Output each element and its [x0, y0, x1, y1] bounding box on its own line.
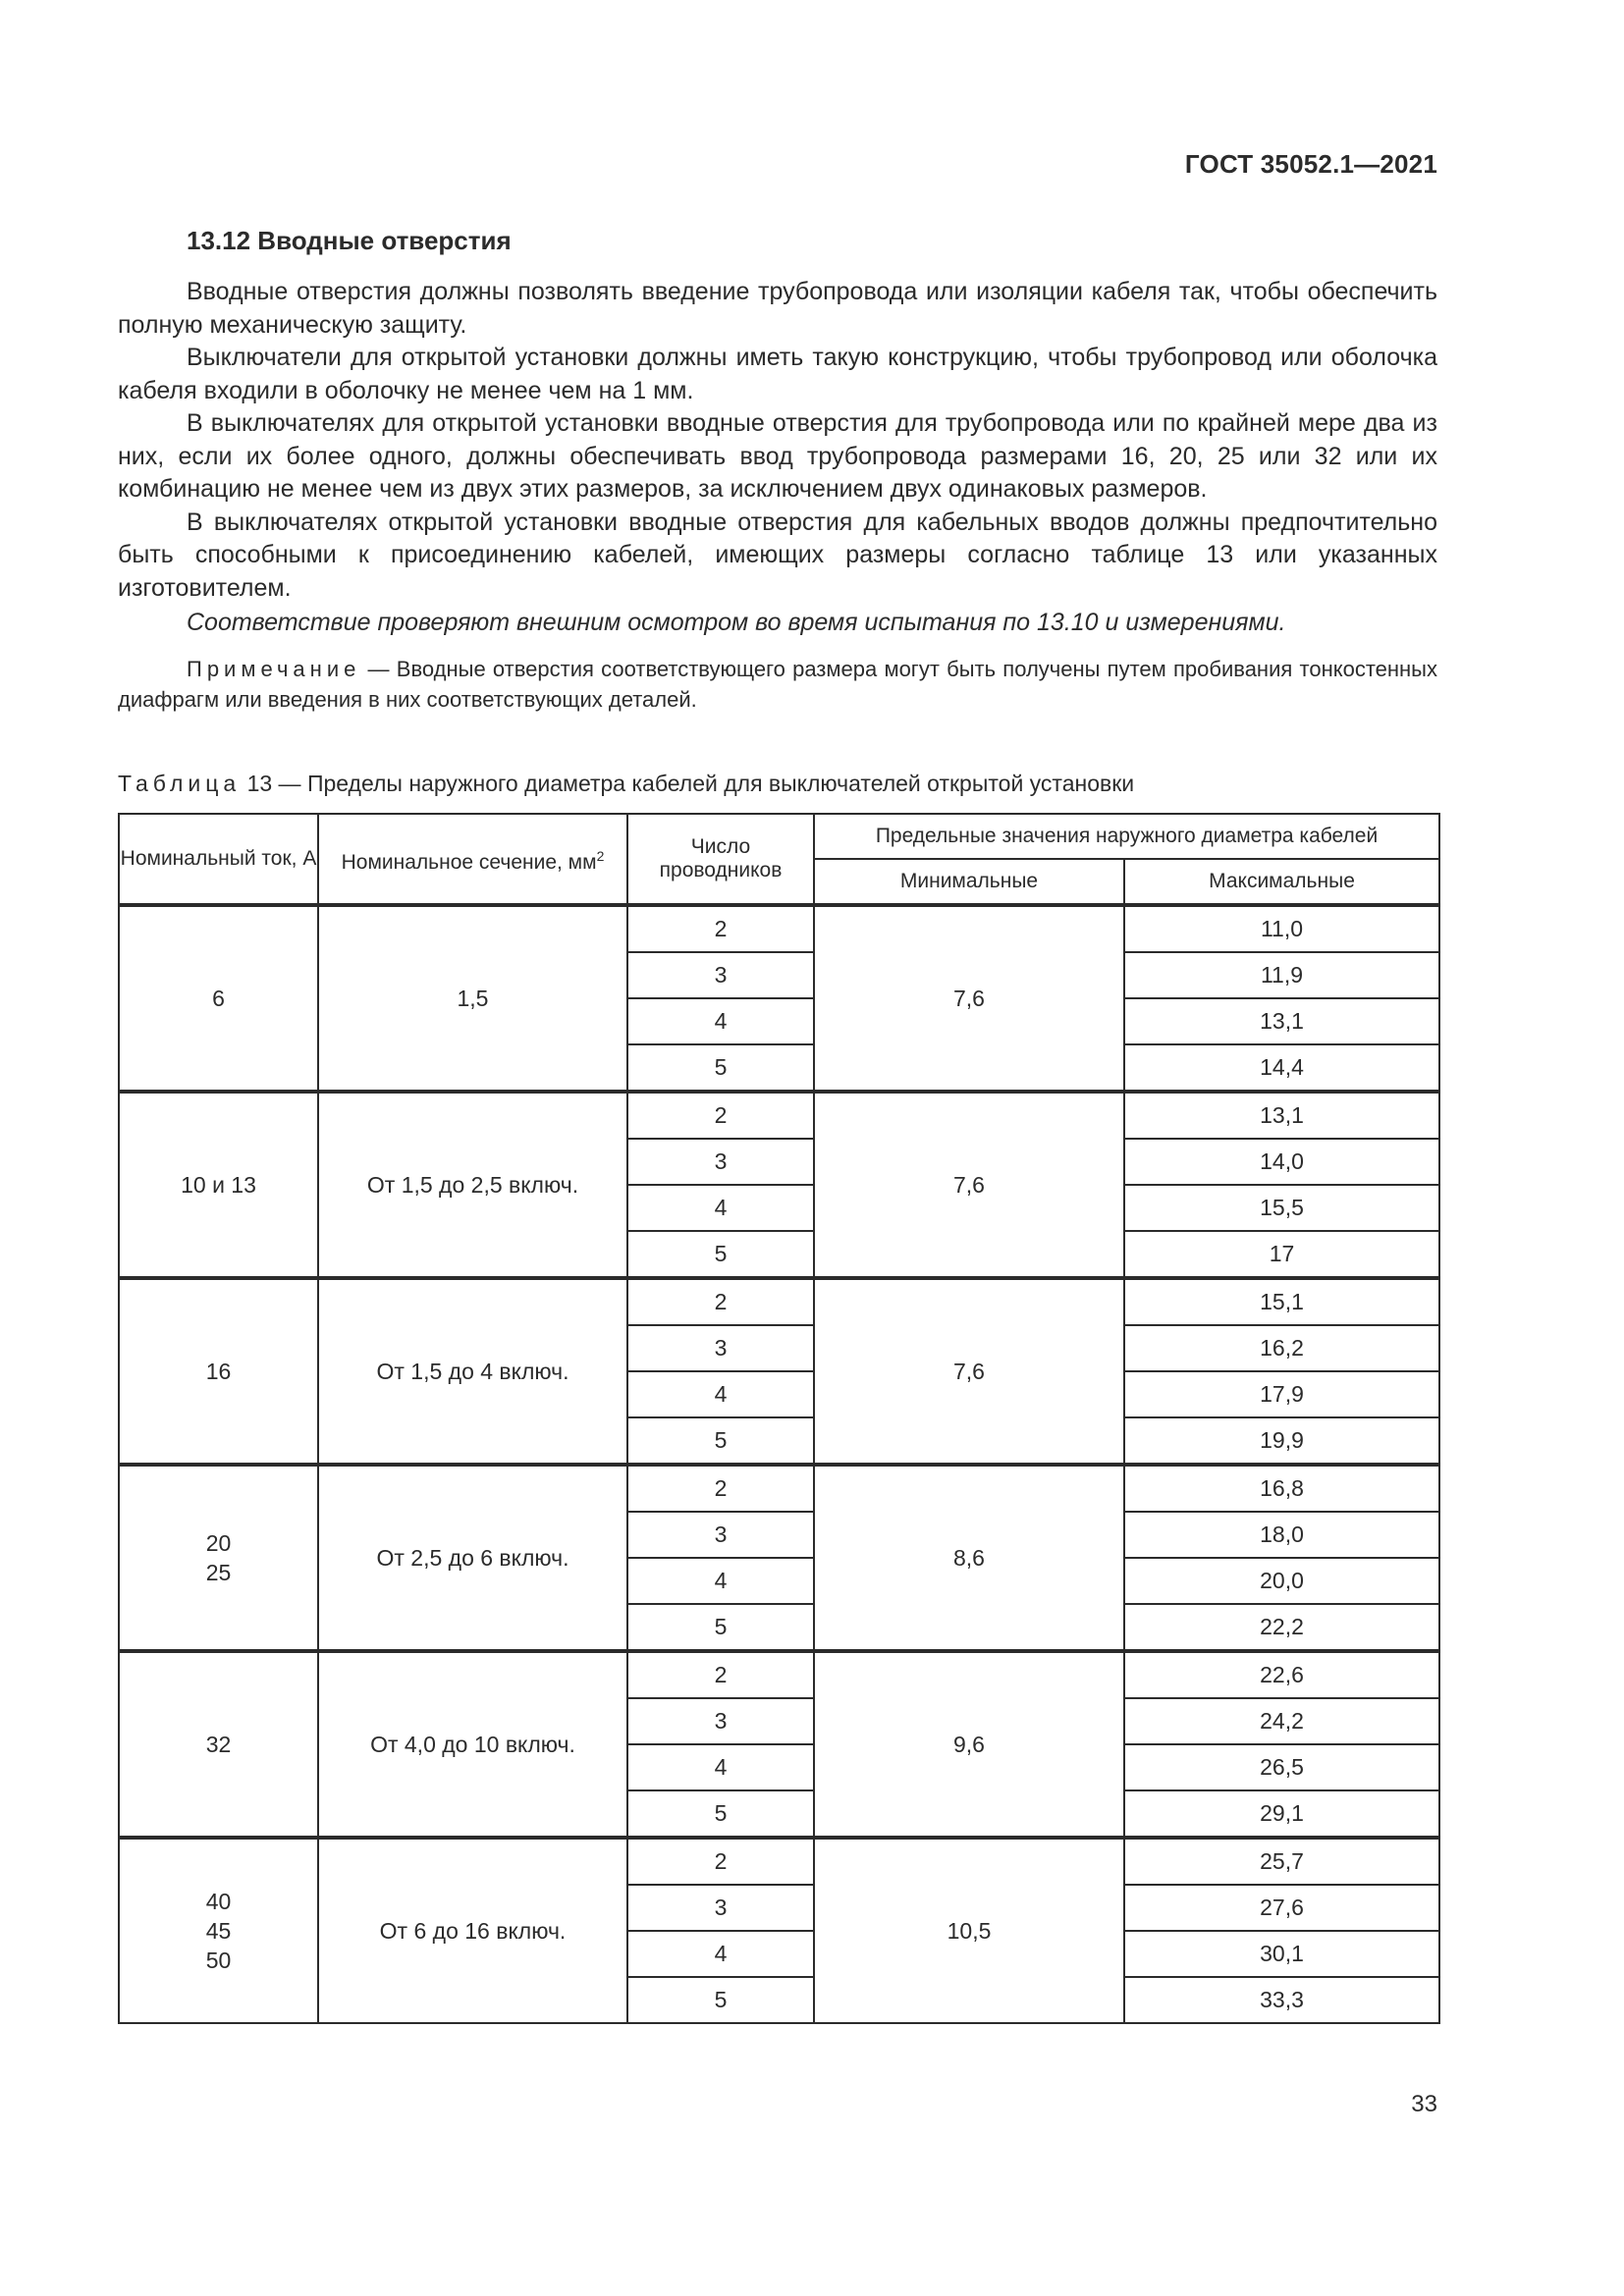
header-conductors: Число проводников	[627, 814, 814, 905]
cell-max: 30,1	[1124, 1931, 1439, 1977]
paragraph: В выключателях для открытой установки вводные отверстия для трубопровода или по крайней мере два из них, если их более одного, должны обеспечивать ввод трубопровода размерами 16, 20, 25 или 32 или их комбинацию не менее чем из двух этих размеров, за исключением двух одинаковых размеров.	[118, 409, 1437, 503]
cell-max: 17,9	[1124, 1371, 1439, 1417]
cell-max: 22,2	[1124, 1604, 1439, 1651]
paragraph: Выключатели для открытой установки должны иметь такую конструкцию, чтобы трубопровод или оболочка кабеля входили в оболочку не менее чем на 1 мм.	[118, 344, 1437, 404]
cell-conductors: 2	[627, 1278, 814, 1325]
cell-max: 27,6	[1124, 1885, 1439, 1931]
cell-min: 7,6	[814, 905, 1124, 1092]
paragraph: В выключателях открытой установки вводные отверстия для кабельных вводов должны предпочтительно быть способными к присоединению кабелей, имеющих размеры согласно таблице 13 или указанных изготовителем.	[118, 507, 1437, 602]
cell-section: 1,5	[318, 905, 627, 1092]
cell-max: 13,1	[1124, 1092, 1439, 1139]
cell-conductors: 3	[627, 1885, 814, 1931]
page-number: 33	[1411, 2091, 1437, 2117]
table-caption-text: 13 — Пределы наружного диаметра кабелей для выключателей открытой установки	[241, 771, 1135, 796]
cell-current	[119, 905, 318, 1092]
cable-diameter-table	[118, 813, 1440, 2024]
cell-max: 14,4	[1124, 1044, 1439, 1092]
cell-max: 19,9	[1124, 1417, 1439, 1465]
note-text: — Вводные отверстия соответствующего размера могут быть получены путем пробивания тонкостенных диафрагм или введения в них соответствующих деталей.	[118, 656, 1437, 712]
cell-current	[119, 1651, 318, 1838]
cell-conductors: 4	[627, 1371, 814, 1417]
cell-conductors: 5	[627, 1231, 814, 1278]
cell-current	[119, 1092, 318, 1278]
cell-conductors: 2	[627, 1092, 814, 1139]
cell-conductors: 2	[627, 905, 814, 952]
cell-max: 25,7	[1124, 1838, 1439, 1885]
paragraph: Вводные отверстия должны позволять введение трубопровода или изоляции кабеля так, чтобы обеспечить полную механическую защиту.	[118, 278, 1437, 339]
cell-conductors: 4	[627, 998, 814, 1044]
cell-max: 33,3	[1124, 1977, 1439, 2023]
table-row	[119, 1092, 1439, 1139]
cell-max: 14,0	[1124, 1139, 1439, 1185]
cell-section: От 4,0 до 10 включ.	[318, 1651, 627, 1838]
cell-current	[119, 1838, 318, 2023]
cell-max: 29,1	[1124, 1790, 1439, 1838]
cell-section: От 2,5 до 6 включ.	[318, 1465, 627, 1651]
table-body	[119, 905, 1439, 2023]
cell-max: 20,0	[1124, 1558, 1439, 1604]
cell-conductors: 5	[627, 1044, 814, 1092]
cell-max: 13,1	[1124, 998, 1439, 1044]
cell-max: 24,2	[1124, 1698, 1439, 1744]
note	[118, 654, 1437, 715]
cell-max: 22,6	[1124, 1651, 1439, 1698]
table-row	[119, 1465, 1439, 1512]
cell-conductors: 4	[627, 1558, 814, 1604]
header-current: Номинальный ток, А	[119, 814, 318, 905]
table-row	[119, 905, 1439, 952]
cell-max: 16,8	[1124, 1465, 1439, 1512]
cell-max: 15,1	[1124, 1278, 1439, 1325]
cell-conductors: 3	[627, 1512, 814, 1558]
cell-conductors: 5	[627, 1604, 814, 1651]
table-row	[119, 1838, 1439, 1885]
table-caption-label: Таблица	[118, 771, 242, 796]
cell-section: От 1,5 до 2,5 включ.	[318, 1092, 627, 1278]
current-value: 40	[205, 1889, 232, 1914]
cell-min: 8,6	[814, 1465, 1124, 1651]
cell-min: 7,6	[814, 1278, 1124, 1465]
cell-min: 9,6	[814, 1651, 1124, 1838]
cell-conductors: 5	[627, 1417, 814, 1465]
cell-conductors: 2	[627, 1651, 814, 1698]
cell-section: От 6 до 16 включ.	[318, 1838, 627, 2023]
compliance-check: Соответствие проверяют внешним осмотром во время испытания по 13.10 и измерениями.	[187, 609, 1286, 636]
current-value: 50	[205, 1948, 232, 1973]
cell-min: 10,5	[814, 1838, 1124, 2023]
cell-conductors: 2	[627, 1465, 814, 1512]
standard-code: ГОСТ 35052.1—2021	[1184, 149, 1437, 179]
cell-max: 17	[1124, 1231, 1439, 1278]
current-value: 16	[205, 1359, 232, 1384]
cell-max: 16,2	[1124, 1325, 1439, 1371]
note-label: Примечание	[187, 656, 361, 681]
cell-conductors: 4	[627, 1185, 814, 1231]
cell-conductors: 3	[627, 952, 814, 998]
cell-max: 11,9	[1124, 952, 1439, 998]
cell-conductors: 3	[627, 1139, 814, 1185]
cell-max: 11,0	[1124, 905, 1439, 952]
cell-section: От 1,5 до 4 включ.	[318, 1278, 627, 1465]
header-min: Минимальные	[814, 859, 1124, 905]
current-value: 10 и 13	[181, 1172, 256, 1198]
header-section-text: Номинальное сечение, мм	[341, 850, 597, 874]
cell-current	[119, 1465, 318, 1651]
current-value: 6	[212, 986, 225, 1011]
cell-conductors: 2	[627, 1838, 814, 1885]
header-section	[318, 814, 627, 905]
header-max: Максимальные	[1124, 859, 1439, 905]
section-body	[118, 226, 1437, 715]
table-caption	[118, 771, 1134, 797]
header-limits: Предельные значения наружного диаметра кабелей	[814, 814, 1439, 859]
cell-max: 26,5	[1124, 1744, 1439, 1790]
cell-conductors: 5	[627, 1977, 814, 2023]
table-row	[119, 1278, 1439, 1325]
current-value: 25	[205, 1560, 232, 1585]
current-value: 20	[205, 1530, 232, 1556]
current-value: 45	[205, 1918, 232, 1944]
cell-conductors: 3	[627, 1698, 814, 1744]
section-title: 13.12 Вводные отверстия	[187, 226, 512, 255]
cell-conductors: 4	[627, 1931, 814, 1977]
cell-conductors: 5	[627, 1790, 814, 1838]
cell-max: 18,0	[1124, 1512, 1439, 1558]
cell-conductors: 3	[627, 1325, 814, 1371]
cell-current	[119, 1278, 318, 1465]
cell-max: 15,5	[1124, 1185, 1439, 1231]
header-section-sup: 2	[596, 847, 605, 864]
cell-min: 7,6	[814, 1092, 1124, 1278]
table-row	[119, 1651, 1439, 1698]
current-value: 32	[205, 1732, 232, 1757]
cell-conductors: 4	[627, 1744, 814, 1790]
